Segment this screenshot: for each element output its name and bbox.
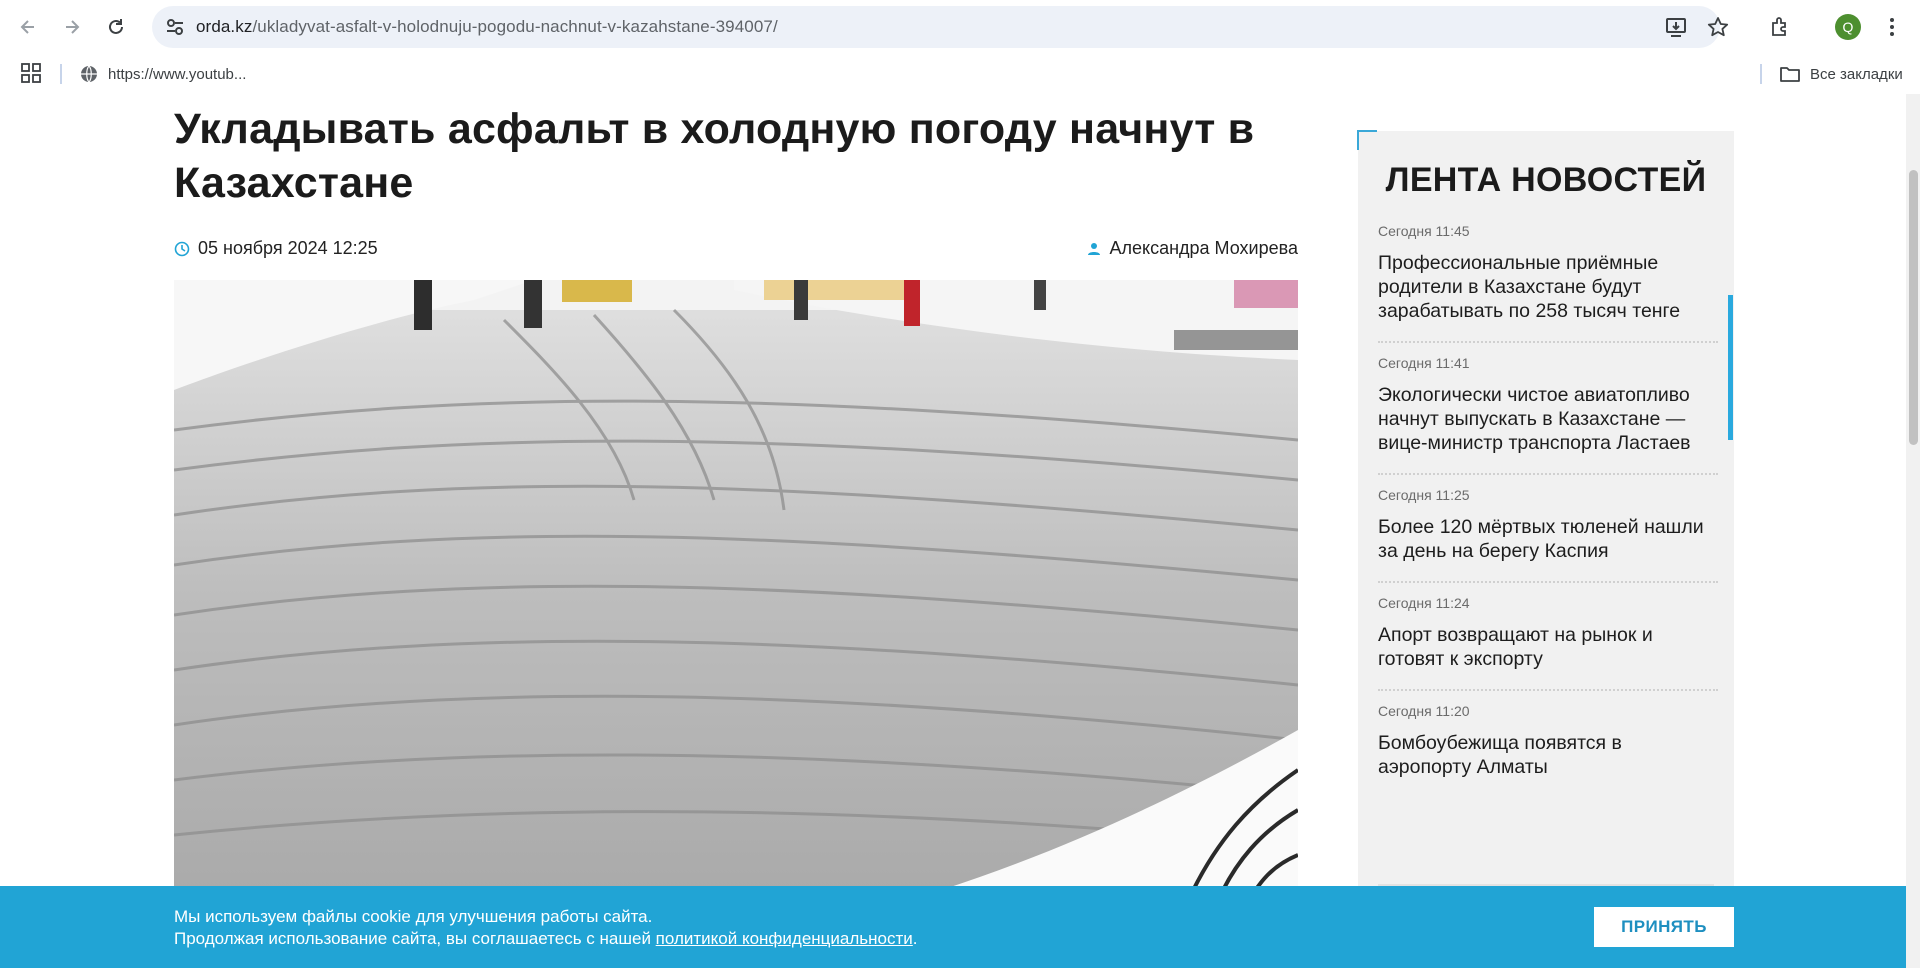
folder-icon	[1780, 65, 1800, 83]
accept-cookies-button[interactable]: ПРИНЯТЬ	[1594, 907, 1734, 947]
page-scrollbar-thumb[interactable]	[1909, 170, 1918, 445]
news-headline[interactable]: Профессиональные приёмные родители в Казахстане будут зарабатывать по 258 тысяч тенге	[1378, 252, 1681, 322]
reload-icon[interactable]	[100, 11, 132, 43]
article-author[interactable]	[1087, 238, 1298, 259]
news-time: Сегодня 11:25	[1378, 487, 1470, 503]
back-icon[interactable]	[12, 11, 44, 43]
news-time: Сегодня 11:20	[1378, 703, 1470, 719]
menu-icon[interactable]	[1876, 11, 1908, 43]
news-headline[interactable]: Экологически чистое авиатопливо начнут выпускать в Казахстане — вице-министр транспорта Ластаев	[1378, 384, 1691, 454]
list-item[interactable]	[1378, 475, 1718, 583]
article-date	[174, 238, 378, 259]
news-time: Сегодня 11:41	[1378, 355, 1470, 371]
bookmark-label: https://www.youtub...	[108, 65, 247, 83]
all-bookmarks[interactable]	[1780, 62, 1903, 86]
article-title: Укладывать асфальт в холодную погоду начнут в Казахстане	[174, 105, 1255, 207]
list-item[interactable]	[1378, 343, 1718, 475]
news-headline[interactable]: Более 120 мёртвых тюленей нашли за день на берегу Каспия	[1378, 516, 1704, 562]
bookmarks-divider	[60, 64, 62, 84]
globe-icon	[80, 65, 98, 83]
date-text: 05 ноября 2024 12:25	[198, 238, 378, 258]
all-bookmarks-label: Все закладки	[1810, 65, 1903, 83]
sidebar-corner-accent	[1357, 130, 1377, 150]
cookie-message	[174, 906, 918, 950]
page-content	[0, 94, 1906, 968]
person-icon	[1087, 242, 1101, 256]
bookmarks-divider	[1760, 64, 1762, 84]
list-item[interactable]	[1378, 583, 1718, 691]
news-feed-title: ЛЕНТА НОВОСТЕЙ	[1385, 161, 1707, 199]
site-settings-icon[interactable]	[164, 16, 186, 38]
cookie-line-1: Мы используем файлы cookie для улучшения работы сайта.	[174, 907, 653, 926]
profile-avatar[interactable]: Q	[1835, 14, 1861, 40]
forward-icon[interactable]	[56, 11, 88, 43]
apps-grid-icon[interactable]	[20, 62, 44, 86]
cookie-line-2: Продолжая использование сайта, вы соглашаетесь с нашей политикой конфиденциальности.	[174, 929, 918, 948]
clock-icon	[174, 241, 190, 257]
url-text[interactable]: orda.kz/ukladyvat-asfalt-v-holodnuju-pogodu-nachnut-v-kazahstane-394007/	[196, 17, 778, 36]
star-icon[interactable]	[1706, 15, 1730, 39]
browser-toolbar	[0, 0, 1920, 54]
news-headline[interactable]: Апорт возвращают на рынок и готовят к экспорту	[1378, 624, 1653, 670]
extensions-icon[interactable]	[1764, 11, 1796, 43]
news-time: Сегодня 11:45	[1378, 223, 1470, 239]
list-item[interactable]	[1378, 211, 1718, 343]
news-headline[interactable]: Бомбоубежища появятся в аэропорту Алматы	[1378, 732, 1622, 778]
list-item[interactable]	[1378, 691, 1718, 781]
article-hero-image	[174, 280, 1298, 910]
news-list	[1378, 211, 1718, 781]
news-feed-scrollbar[interactable]	[1728, 295, 1733, 440]
privacy-policy-link[interactable]: политикой конфиденциальности	[655, 929, 913, 948]
cookie-banner	[0, 886, 1906, 968]
author-name: Александра Мохирева	[1109, 238, 1298, 258]
address-bar[interactable]	[152, 6, 1720, 48]
news-feed-sidebar	[1358, 131, 1734, 931]
bookmark-youtube[interactable]	[80, 62, 246, 86]
install-app-icon[interactable]	[1664, 15, 1688, 39]
news-time: Сегодня 11:24	[1378, 595, 1470, 611]
bookmarks-bar	[0, 54, 1920, 94]
